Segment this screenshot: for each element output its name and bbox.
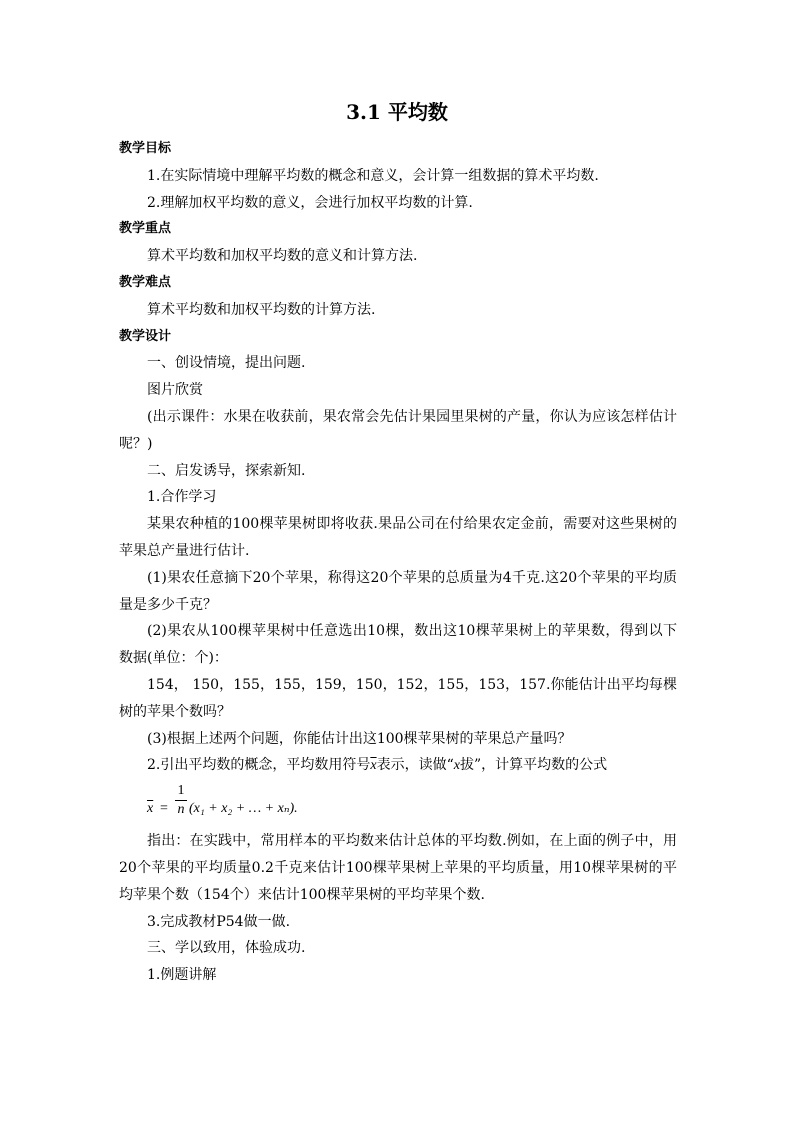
key-points-text: 算术平均数和加权平均数的意义和计算方法.	[147, 248, 418, 265]
example-explanation: 1.例题讲解	[147, 967, 217, 984]
key-points-heading: 教学重点	[119, 221, 172, 237]
formula-sum: (x₁ + x₂ + … + xₙ).	[189, 801, 298, 817]
page-title: 3.1 平均数	[346, 100, 448, 124]
x-read-symbol: x	[453, 758, 460, 774]
difficulties-text: 算术平均数和加权平均数的计算方法.	[147, 301, 376, 318]
concept-text-c: 拔”，计算平均数的公式	[459, 757, 608, 774]
concept-text-a: 2.引出平均数的概念，平均数用符号	[147, 757, 371, 774]
courseware-note: (出示课件：水果在收获前，果农常会先估计果园里果树的产量，你认为应该怎样估计呢？)	[119, 408, 677, 452]
picture-appreciation: 图片欣赏	[147, 382, 203, 399]
textbook-task: 3.完成教材P54做一做.	[147, 913, 291, 930]
x-bar-symbol: $\overline{x}$	[370, 758, 377, 774]
formula-numerator: 1	[175, 782, 187, 801]
step-2: 二、启发诱导，探索新知.	[147, 462, 306, 479]
data-line: 154， 150，155，155，159，150，152，155，153，157.你能估计出平均每棵树的苹果个数吗？	[119, 676, 677, 720]
concept-text-b: 表示，读做“	[376, 757, 454, 774]
question-1: (1)果农任意摘下20个苹果，称得这20个苹果的总质量为4千克.这20个苹果的平均质量是多少千克？	[119, 569, 677, 613]
document-content	[119, 136, 677, 989]
objectives-heading: 教学目标	[119, 141, 172, 156]
step-3: 三、学以致用，体验成功.	[147, 940, 306, 957]
concept-paragraph	[119, 752, 677, 780]
objective-1: 1.在实际情境中理解平均数的概念和意义，会计算一组数据的算术平均数.	[147, 167, 599, 184]
formula-fraction	[175, 782, 187, 819]
question-3: (3)根据上述两个问题，你能估计出这100棵苹果树的苹果总产量吗？	[147, 730, 572, 747]
point-out-paragraph: 指出：在实践中，常用样本的平均数来估计总体的平均数.例如，在上面的例子中，用20个苹果的平均质量0.2千克来估计100棵苹果树上苹果的平均质量，用10棵苹果树的平均苹果个数（154个）来估计100棵苹果树的平均苹果个数.	[119, 833, 677, 903]
question-2: (2)果农从100棵苹果树中任意选出10棵，数出这10棵苹果树上的苹果数，得到以下数据(单位：个)：	[119, 623, 677, 667]
formula-denominator: n	[177, 802, 185, 818]
cooperative-learning: 1.合作学习	[147, 489, 217, 506]
step-1: 一、创设情境，提出问题.	[147, 355, 306, 372]
difficulties-heading: 教学难点	[119, 274, 172, 290]
mean-formula	[119, 782, 677, 826]
design-heading: 教学设计	[119, 328, 172, 344]
formula-lhs: $\overline{x}$	[147, 801, 154, 817]
formula-equals: =	[160, 801, 168, 817]
scenario-paragraph: 某果农种植的100棵苹果树即将收获.果品公司在付给果农定金前，需要对这些果树的苹果总产量进行估计.	[119, 516, 677, 559]
objective-2: 2.理解加权平均数的意义，会进行加权平均数的计算.	[147, 194, 473, 211]
